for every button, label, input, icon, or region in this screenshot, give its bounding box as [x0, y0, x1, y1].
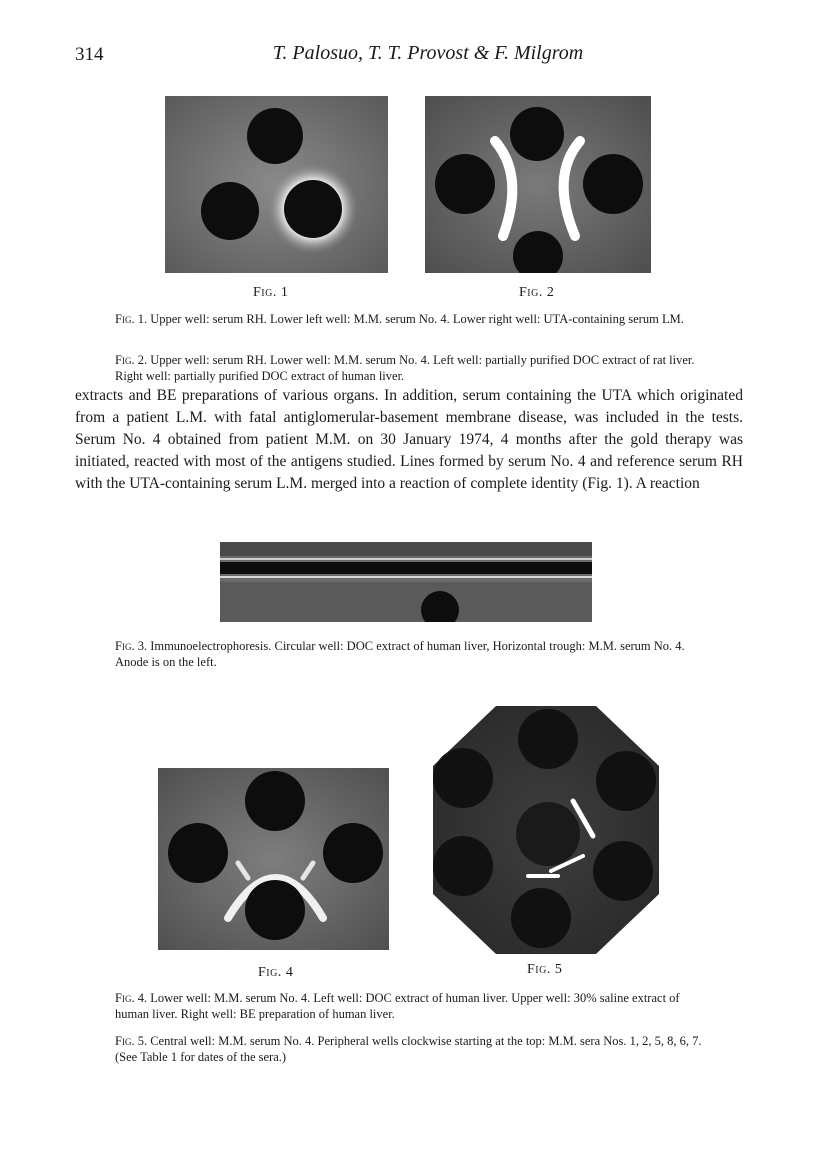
running-title: T. Palosuo, T. T. Provost & F. Milgrom: [272, 42, 584, 64]
caption-lead: Fig. 5.: [115, 1034, 148, 1048]
figure-5-label: Fig. 5: [527, 962, 563, 977]
figure-4-caption: [115, 990, 710, 1022]
figure-5-caption: [115, 1033, 710, 1065]
figure-1-label: Fig. 1: [253, 285, 289, 300]
caption-text: Immunoelectrophoresis. Circular well: DOC extract of human liver, Horizontal trough: M.M. serum No. 4. Anode is on the left.: [115, 639, 685, 669]
caption-text: Central well: M.M. serum No. 4. Peripheral wells clockwise starting at the top: M.M. sera Nos. 1, 2, 5, 8, 6, 7. (See Table 1 for dates of the sera.): [115, 1034, 702, 1064]
figure-5-image: [433, 706, 659, 954]
page-number: 314: [75, 44, 104, 65]
caption-lead: Fig. 1.: [115, 312, 148, 326]
figure-3-image: [220, 542, 592, 622]
caption-text: Upper well: serum RH. Lower well: M.M. serum No. 4. Left well: partially purified DOC extract of rat liver. Right well: partially purified DOC extract of human liver.: [115, 353, 695, 383]
figure-4-label: Fig. 4: [258, 965, 294, 980]
caption-text: Upper well: serum RH. Lower left well: M.M. serum No. 4. Lower right well: UTA-containing serum LM.: [147, 312, 684, 326]
caption-lead: Fig. 3.: [115, 639, 148, 653]
caption-lead: Fig. 2.: [115, 353, 148, 367]
caption-text: Lower well: M.M. serum No. 4. Left well: DOC extract of human liver. Upper well: 30% saline extract of human liver. Right well: BE preparation of human liver.: [115, 991, 680, 1021]
figure-3-caption: [115, 638, 710, 670]
figure-4-image: [158, 768, 389, 950]
body-text: extracts and BE preparations of various organs. In addition, serum containing the UTA which originated from a patient L.M. with fatal antiglomerular-basement membrane disease, was included in the tests. Serum No. 4 obtained from patient M.M. on 30 January 1974, 4 months after the gold therapy was initiated, reacted with most of the antigens studied. Lines formed by serum No. 4 and reference serum RH with the UTA-containing serum L.M. merged into a reaction of complete identity (Fig. 1). A reaction: [75, 387, 743, 492]
figure-1-caption: [115, 311, 710, 327]
figure-2-label: Fig. 2: [519, 285, 555, 300]
figure-2-image: [425, 96, 651, 273]
figure-1-image: [165, 96, 388, 273]
figure-2-caption: [115, 352, 710, 384]
body-paragraph: [75, 385, 743, 495]
caption-lead: Fig. 4.: [115, 991, 148, 1005]
